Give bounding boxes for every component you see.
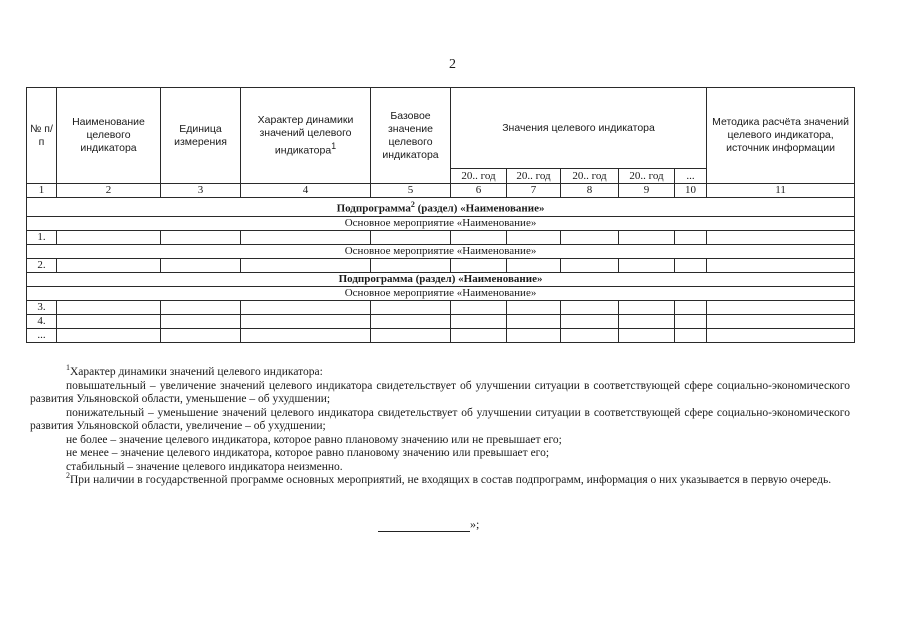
page-number: 2 (449, 57, 456, 72)
footnote-increasing: повышательный – увеличение значений целевого индикатора свидетельствует об улучшении ситуации в соответствующей сфере социально-экономического развития Ульяновской области, уменьшение – об ухудшении; (30, 379, 850, 405)
header-year-4: 20.. год (619, 169, 675, 184)
main-event-row-1: Основное мероприятие «Наименование» (27, 216, 855, 230)
footnote-2: $^2$При наличии в государственной программе основных мероприятий, не входящих в состав подпрограмм, информация о них указывается в первую очередь. (66, 471, 832, 486)
header-num: № п/п (27, 88, 57, 184)
header-year-3: 20.. год (561, 169, 619, 184)
subprogram-row-1: Подпрограмма$^2$ (раздел) «Наименование» (27, 198, 855, 217)
row-number: 3. (27, 300, 57, 314)
footnotes (30, 363, 850, 488)
column-numbers-row (27, 184, 855, 198)
table-row (27, 314, 855, 328)
column-number: 6 (451, 184, 507, 198)
column-number: 10 (675, 184, 707, 198)
column-number: 9 (619, 184, 675, 198)
row-number: ... (27, 328, 57, 342)
row-number: 4. (27, 314, 57, 328)
column-number: 1 (27, 184, 57, 198)
header-year-more: ... (675, 169, 707, 184)
header-base-value: Базовое значение целевого индикатора (371, 88, 451, 184)
column-number: 3 (161, 184, 241, 198)
table-row (27, 328, 855, 342)
header-year-1: 20.. год (451, 169, 507, 184)
row-number: 1. (27, 230, 57, 244)
column-number: 2 (57, 184, 161, 198)
header-unit: Единица измерения (161, 88, 241, 184)
header-year-2: 20.. год (507, 169, 561, 184)
table-row (27, 258, 855, 272)
table-row (27, 230, 855, 244)
closing-mark: »; (378, 517, 479, 532)
row-number: 2. (27, 258, 57, 272)
footnote-not-less: не менее – значение целевого индикатора, которое равно плановому значению или превышает его; (66, 447, 550, 459)
column-number: 7 (507, 184, 561, 198)
column-number: 11 (707, 184, 855, 198)
header-dynamics: Характер динамики значений целевого индикатора$^1$ (241, 88, 371, 184)
main-event-row-3: Основное мероприятие «Наименование» (27, 286, 855, 300)
subprogram-row-2: Подпрограмма (раздел) «Наименование» (27, 272, 855, 286)
signature-line (378, 519, 470, 532)
column-number: 8 (561, 184, 619, 198)
header-indicator-name: Наименование целевого индикатора (57, 88, 161, 184)
main-event-row-2: Основное мероприятие «Наименование» (27, 244, 855, 258)
footnote-not-more: не более – значение целевого индикатора, которое равно плановому значению или не превышает его; (66, 433, 562, 446)
footnote-decreasing: понижательный – уменьшение значений целевого индикатора свидетельствует об улучшении ситуации в соответствующей сфере социально-экономического развития Ульяновской области, увеличение – об ухудшении; (30, 406, 850, 432)
column-number: 5 (371, 184, 451, 198)
footnote-1-title: $^1$Характер динамики значений целевого индикатора: (66, 363, 323, 378)
column-number: 4 (241, 184, 371, 198)
header-method: Методика расчёта значений целевого индикатора, источник информации (707, 88, 855, 184)
footnote-stable: стабильный – значение целевого индикатора неизменно. (66, 460, 343, 473)
indicators-table (26, 87, 855, 343)
header-target-values: Значения целевого индикатора (451, 88, 707, 169)
table-row (27, 300, 855, 314)
